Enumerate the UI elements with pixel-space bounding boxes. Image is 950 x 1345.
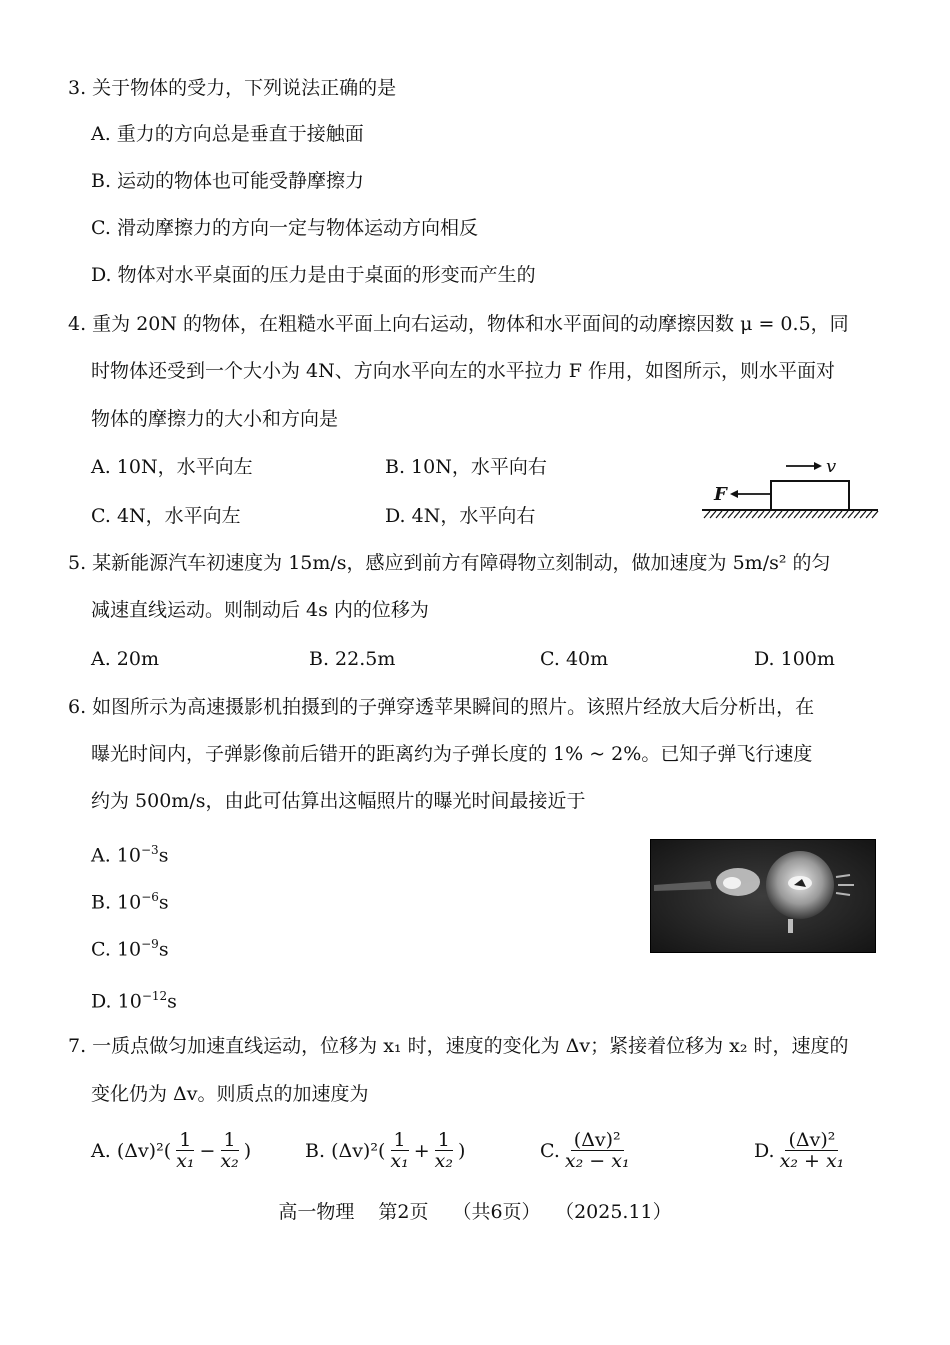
q4-option-d: D. 4N，水平向右 xyxy=(385,505,536,527)
force-arrow xyxy=(730,490,771,498)
block xyxy=(771,481,849,510)
q4-option-a: A. 10N，水平向左 xyxy=(91,456,253,478)
q4-option-c: C. 4N，水平向左 xyxy=(91,505,241,527)
q4-stem-line-1: 4. 重为 20N 的物体，在粗糙水平面上向右运动，物体和水平面间的动摩擦因数 μ = 0.5，同 xyxy=(68,313,849,335)
q7-option-c: C. $\frac{\text{(Δv)²}}{\text{x₂ − x₁}}$ xyxy=(540,1129,630,1172)
q5-stem-line-1: 5. 某新能源汽车初速度为 15m/s，感应到前方有障碍物立刻制动，做加速度为 5m/s² 的匀 xyxy=(68,552,831,574)
force-label: F xyxy=(714,484,727,505)
q3-option-c: C. 滑动摩擦力的方向一定与物体运动方向相反 xyxy=(91,217,478,239)
footer-date: （2025.11） xyxy=(564,1201,672,1223)
q5-option-d: D. 100m xyxy=(754,648,835,670)
q6-option-d: D. $10^{-12}s$ xyxy=(91,989,177,1013)
q5-option-b: B. 22.5m xyxy=(309,648,396,670)
footer-total: （共6页） xyxy=(452,1201,541,1223)
q7-option-b: B. (Δv)²( $\frac{1}{\text{x₁}}$ + $\frac{1}{\text{x₂}}$ ) xyxy=(305,1129,466,1172)
q7-stem-line-2: 变化仍为 Δv。则质点的加速度为 xyxy=(91,1083,369,1105)
page-footer xyxy=(0,1199,950,1225)
q7-stem-line-1: 7. 一质点做匀加速直线运动，位移为 x₁ 时，速度的变化为 Δv；紧接着位移为 x₂ 时，速度的 xyxy=(68,1035,849,1057)
q6-option-b: B. $10^{-6}s$ xyxy=(91,890,169,914)
rough-surface-hatch xyxy=(704,511,878,518)
q3-option-b: B. 运动的物体也可能受静摩擦力 xyxy=(91,170,365,192)
q4-stem-line-2: 时物体还受到一个大小为 4N、方向水平向左的水平拉力 F 作用，如图所示，则水平面对 xyxy=(91,360,836,382)
velocity-arrow xyxy=(786,462,822,470)
q6-stem-line-3: 约为 500m/s，由此可估算出这幅照片的曝光时间最接近于 xyxy=(91,790,586,812)
q3-option-a: A. 重力的方向总是垂直于接触面 xyxy=(91,123,364,145)
q4-option-b: B. 10N，水平向右 xyxy=(385,456,547,478)
q4-stem-line-3: 物体的摩擦力的大小和方向是 xyxy=(91,408,339,430)
q7-option-a: A. (Δv)²( $\frac{1}{\text{x₁}}$ − $\frac{1}{\text{x₂}}$ ) xyxy=(91,1129,252,1172)
q6-option-a: A. $10^{-3}s$ xyxy=(91,843,169,867)
q5-option-a: A. 20m xyxy=(91,648,159,670)
footer-page: 第2页 xyxy=(378,1201,429,1223)
q3-option-d: D. 物体对水平桌面的压力是由于桌面的形变而产生的 xyxy=(91,264,536,286)
q6-stem-line-1: 6. 如图所示为高速摄影机拍摄到的子弹穿透苹果瞬间的照片。该照片经放大后分析出，在 xyxy=(68,696,815,718)
velocity-label: v xyxy=(826,456,837,477)
q7-option-d: D. $\frac{\text{(Δv)²}}{\text{x₂ + x₁}}$ xyxy=(754,1129,845,1172)
q5-option-c: C. 40m xyxy=(540,648,609,670)
q6-option-c: C. $10^{-9}s$ xyxy=(91,937,169,961)
bullet-apple-photo xyxy=(650,839,876,953)
q5-stem-line-2: 减速直线运动。则制动后 4s 内的位移为 xyxy=(91,599,429,621)
footer-subject: 高一物理 xyxy=(278,1201,355,1223)
q6-stem-line-2: 曝光时间内，子弹影像前后错开的距离约为子弹长度的 1% ~ 2%。已知子弹飞行速度 xyxy=(91,743,813,765)
q4-block-diagram xyxy=(700,452,882,524)
q3-stem: 3. 关于物体的受力，下列说法正确的是 xyxy=(68,77,397,99)
